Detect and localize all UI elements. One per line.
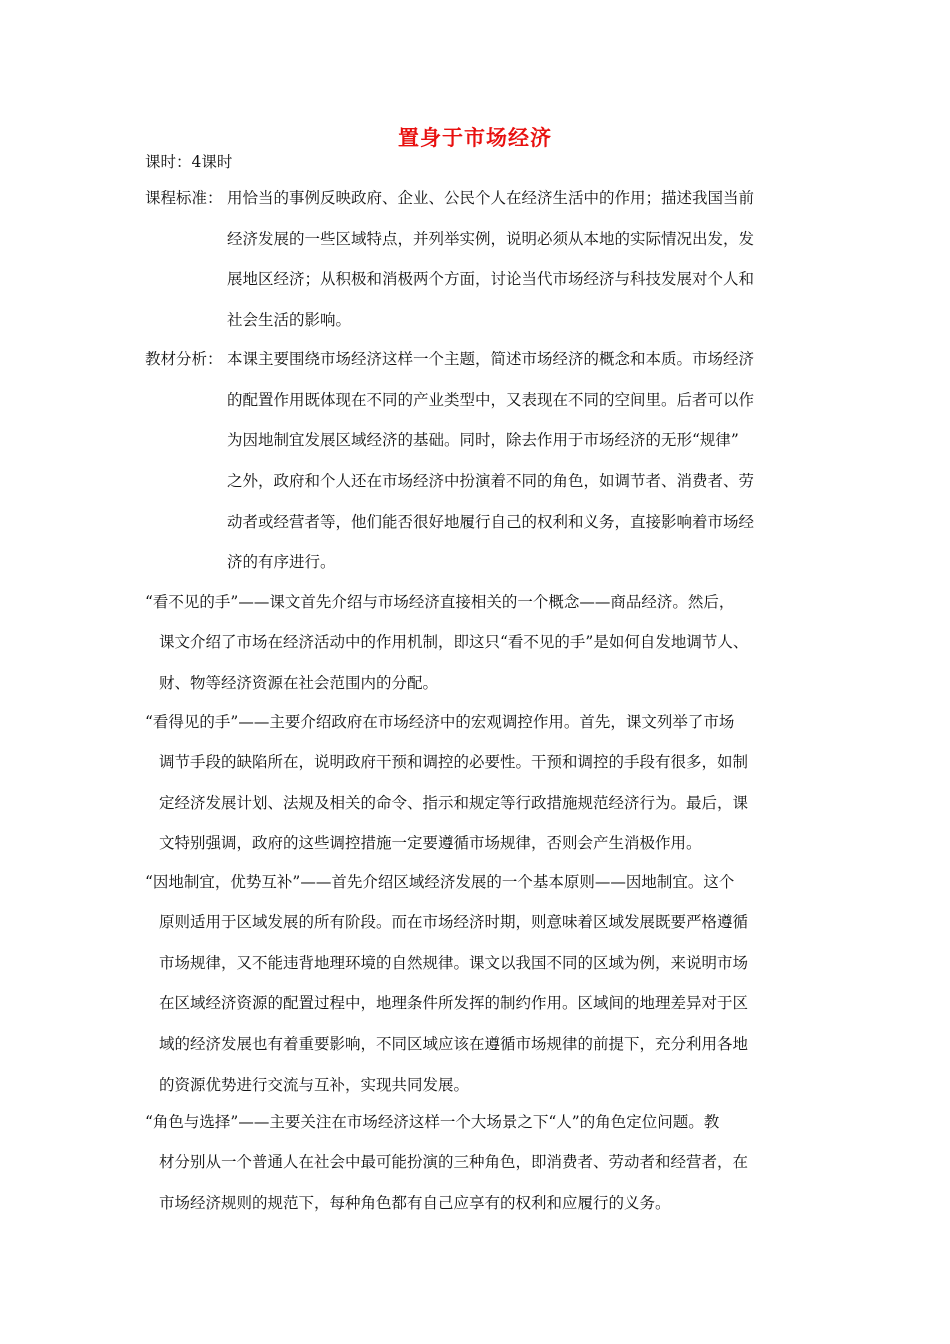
- section-line: 的资源优势进行交流与互补，实现共同发展。: [159, 1075, 470, 1094]
- section-visible-hand-lead: “看得见的手”——主要介绍政府在市场经济中的宏观调控作用。首先，课文列举了市场: [145, 713, 735, 731]
- standard-line: 经济发展的一些区域特点，并列举实例，说明必须从本地的实际情况出发，发: [227, 229, 755, 248]
- section-invisible-hand-body: [159, 632, 748, 693]
- analysis-label: 教材分析：: [145, 350, 223, 368]
- analysis-line: 为因地制宜发展区域经济的基础。同时，除去作用于市场经济的无形“规律”: [227, 431, 739, 450]
- section-line: 市场规律，又不能违背地理环境的自然规律。课文以我国不同的区域为例，来说明市场: [159, 953, 749, 972]
- section-line: 市场经济规则的规范下，每种角色都有自己应享有的权利和应履行的义务。: [159, 1193, 671, 1212]
- document-title: 置身于市场经济: [398, 126, 552, 150]
- section-line: 定经济发展计划、法规及相关的命令、指示和规定等行政措施规范经济行为。最后，课: [159, 793, 749, 812]
- analysis-text: [227, 349, 754, 572]
- standard-label: 课程标准：: [145, 189, 223, 207]
- section-roles-body: [159, 1152, 748, 1213]
- standard-line: 用恰当的事例反映政府、企业、公民个人在经济生活中的作用；描述我国当前: [227, 189, 755, 207]
- section-line: 域的经济发展也有着重要影响，不同区域应该在遵循市场规律的前提下，充分利用各地: [159, 1035, 749, 1054]
- standard-line: 展地区经济；从积极和消极两个方面，讨论当代市场经济与科技发展对个人和: [227, 270, 755, 289]
- analysis-line: 的配置作用既体现在不同的产业类型中，又表现在不同的空间里。后者可以作: [227, 390, 755, 409]
- section-line: 课文介绍了市场在经济活动中的作用机制，即这只“看不见的手”是如何自发地调节人、: [159, 633, 749, 651]
- analysis-line: 本课主要围绕市场经济这样一个主题，简述市场经济的概念和本质。市场经济: [227, 350, 755, 368]
- analysis-line: 济的有序进行。: [227, 553, 336, 572]
- section-line: 调节手段的缺陷所在，说明政府干预和调控的必要性。干预和调控的手段有很多，如制: [159, 753, 749, 771]
- section-line: 财、物等经济资源在社会范围内的分配。: [159, 673, 439, 692]
- section-roles-lead: “角色与选择”——主要关注在市场经济这样一个大场景之下“人”的角色定位问题。教: [145, 1113, 720, 1131]
- section-local-conditions-body: [159, 912, 748, 1095]
- section-visible-hand-body: [159, 752, 748, 853]
- section-local-conditions-lead: “因地制宜，优势互补”——首先介绍区域经济发展的一个基本原则——因地制宜。这个: [145, 873, 735, 891]
- class-hours: 课时：4课时: [145, 153, 233, 171]
- standard-line: 社会生活的影响。: [227, 311, 352, 330]
- section-line: 原则适用于区域发展的所有阶段。而在市场经济时期，则意味着区域发展既要严格遵循: [159, 913, 749, 931]
- analysis-line: 动者或经营者等，他们能否很好地履行自己的权利和义务，直接影响着市场经: [227, 512, 755, 531]
- section-line: 文特别强调，政府的这些调控措施一定要遵循市场规律，否则会产生消极作用。: [159, 834, 702, 853]
- standard-text: [227, 188, 754, 330]
- analysis-line: 之外，政府和个人还在市场经济中扮演着不同的角色，如调节者、消费者、劳: [227, 472, 755, 491]
- section-line: 材分别从一个普通人在社会中最可能扮演的三种角色，即消费者、劳动者和经营者，在: [159, 1153, 749, 1171]
- section-line: 在区域经济资源的配置过程中，地理条件所发挥的制约作用。区域间的地理差异对于区: [159, 994, 749, 1013]
- section-invisible-hand-lead: “看不见的手”——课文首先介绍与市场经济直接相关的一个概念——商品经济。然后，: [145, 593, 735, 611]
